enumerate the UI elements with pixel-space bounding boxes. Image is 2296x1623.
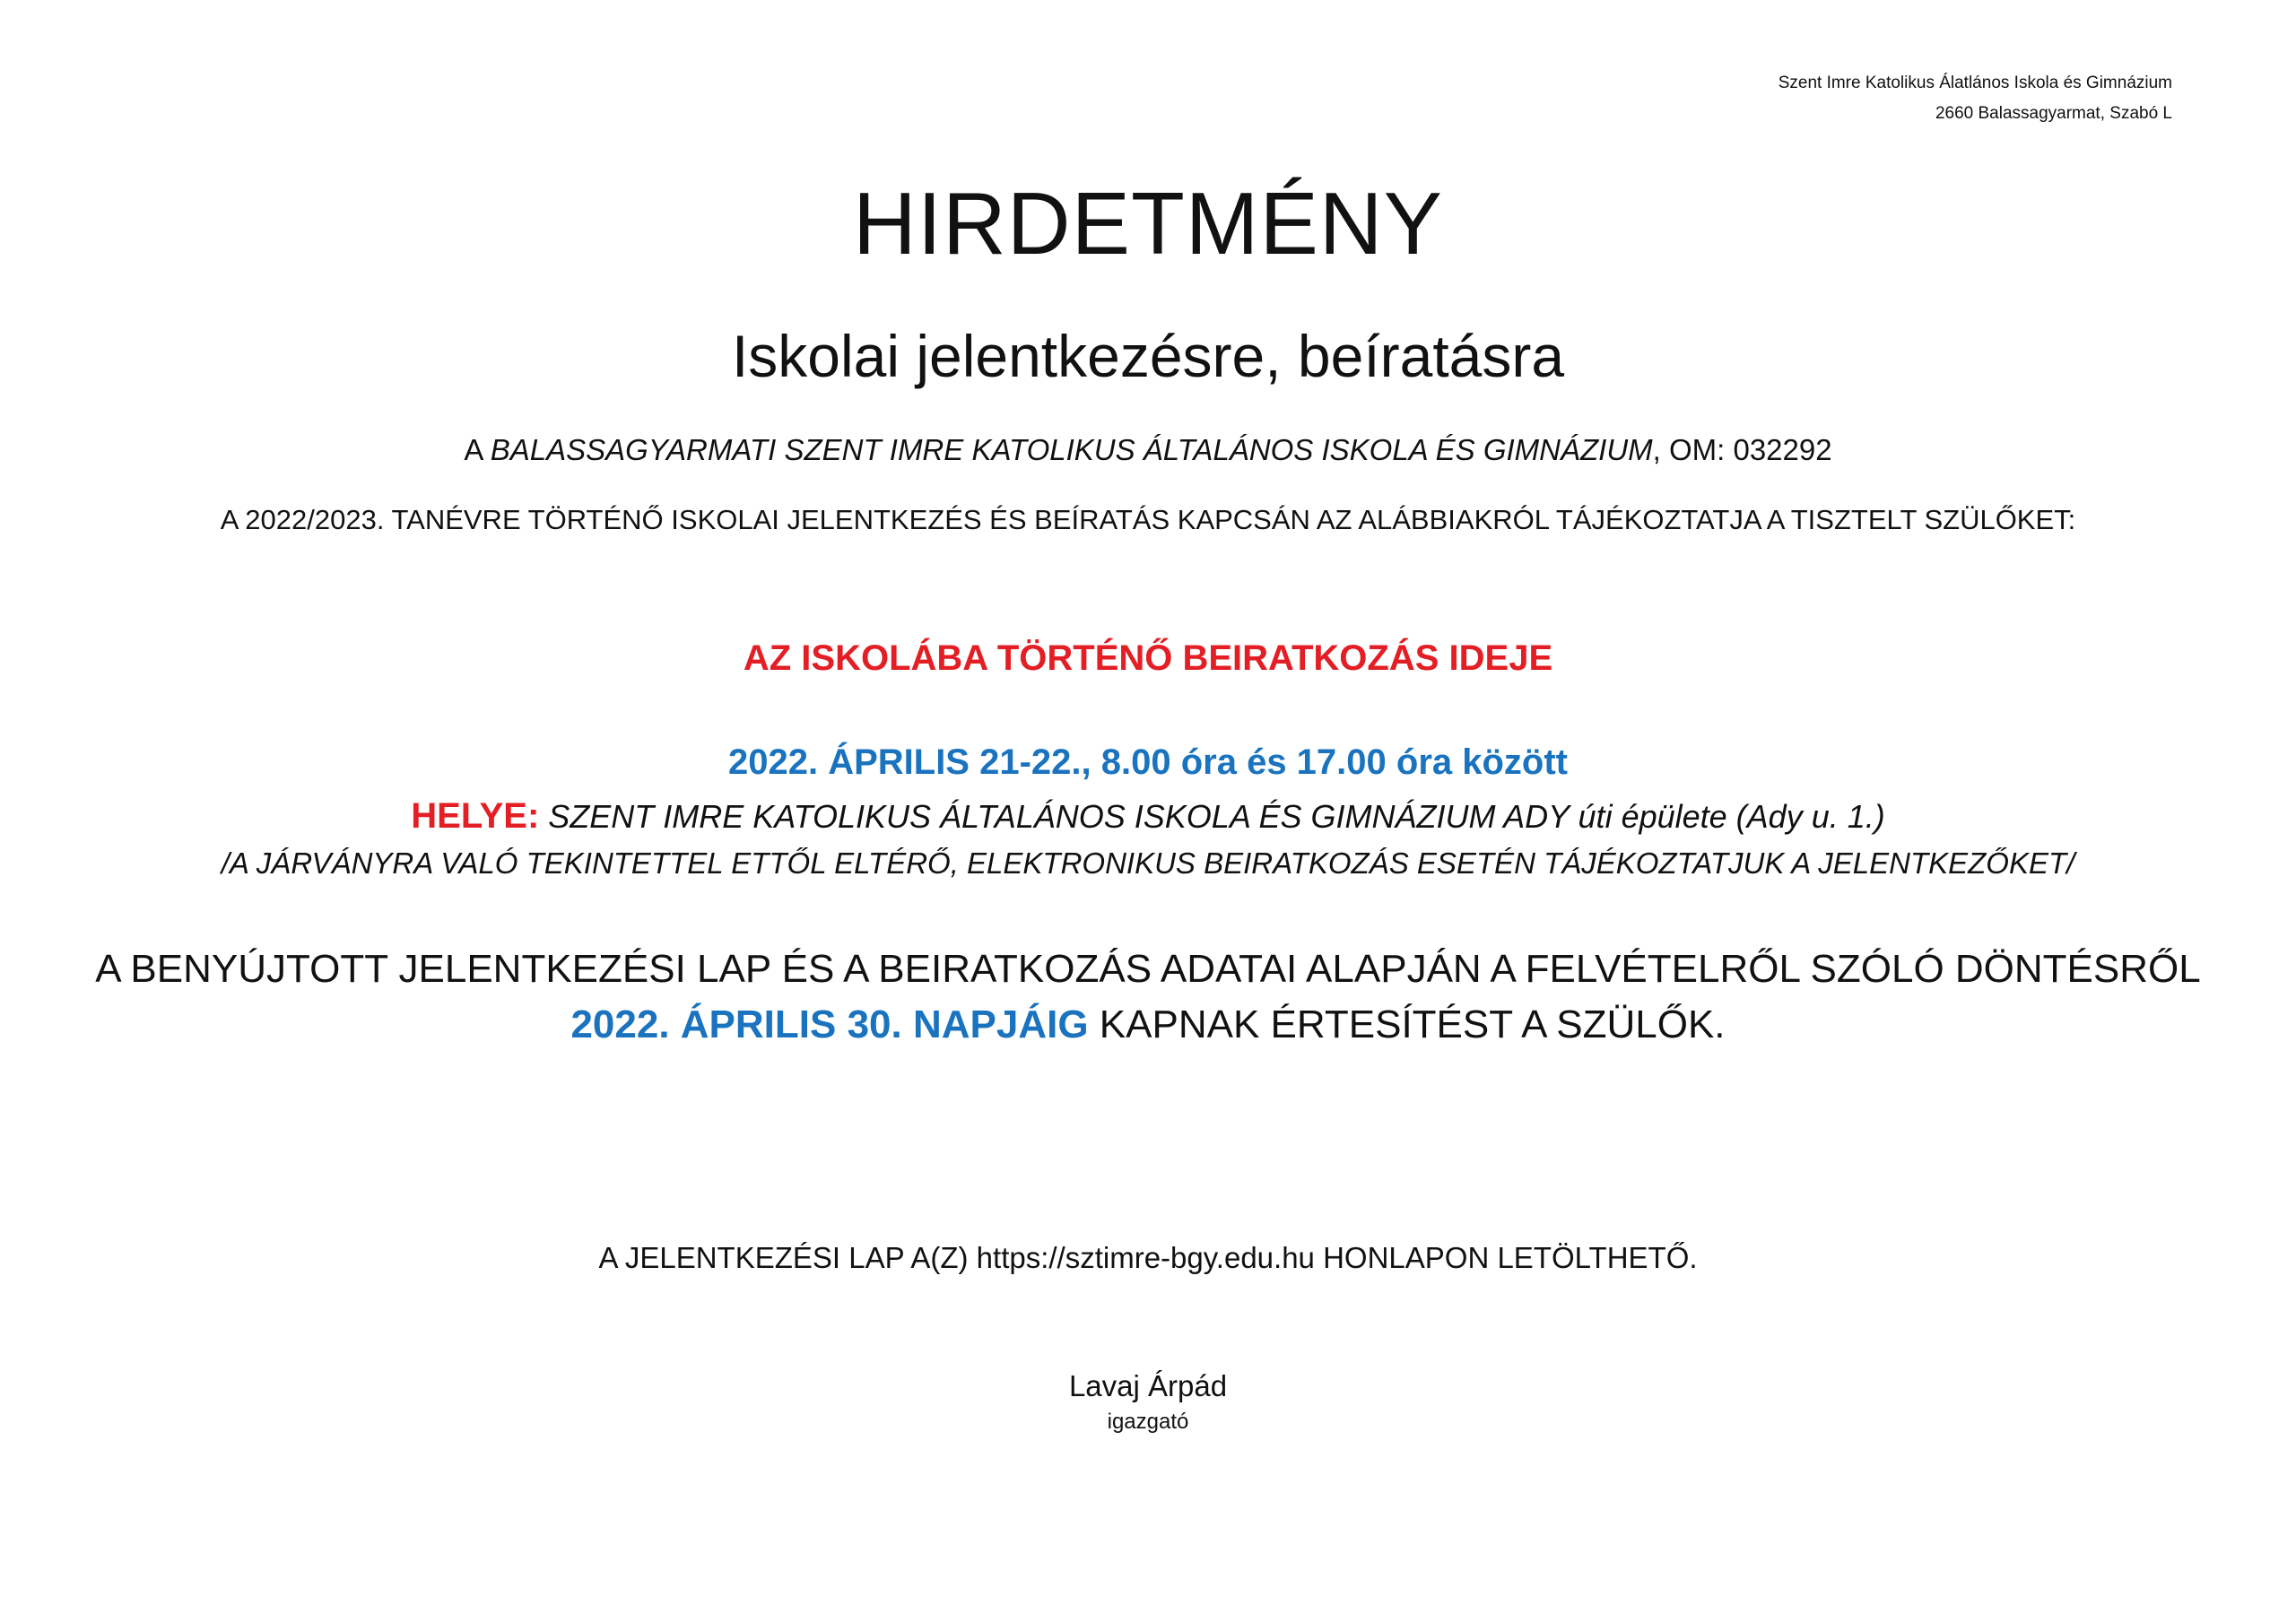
letterhead-address: 2660 Balassagyarmat, Szabó L bbox=[1935, 104, 2172, 123]
page-title: HIRDETMÉNY bbox=[853, 174, 1443, 273]
page-subtitle: Iskolai jelentkezésre, beíratásra bbox=[731, 323, 1565, 389]
notification-line bbox=[0, 997, 2296, 1053]
letterhead-school-name: Szent Imre Katolikus Álatlános Iskola és Gimnázium bbox=[1778, 74, 2172, 92]
place-label: HELYE: bbox=[411, 796, 540, 836]
school-line-prefix: A bbox=[464, 433, 491, 466]
school-identification bbox=[0, 429, 2296, 472]
school-line-city: BALASSAGYARMATI bbox=[490, 433, 777, 466]
letterhead bbox=[1779, 68, 2172, 129]
enrollment-date: 2022. ÁPRILIS 21-22., 8.00 óra és 17.00 óra között bbox=[727, 742, 1568, 782]
place-text: SZENT IMRE KATOLIKUS ÁLTALÁNOS ISKOLA ÉS GIMNÁZIUM ADY úti épülete (Ady u. 1.) bbox=[539, 798, 1885, 835]
decision-text: A BENYÚJTOTT JELENTKEZÉSI LAP ÉS A BEIRATKOZÁS ADATAI ALAPJÁN A FELVÉTELRŐL SZÓLÓ DÖNTÉSRŐL bbox=[95, 947, 2201, 991]
signer-name: Lavaj Árpád bbox=[1068, 1369, 1228, 1402]
school-line-om: , OM: 032292 bbox=[1652, 433, 1832, 466]
notification-rest: KAPNAK ÉRTESÍTÉST A SZÜLŐK. bbox=[1088, 1002, 1726, 1046]
notification-deadline: 2022. ÁPRILIS 30. NAPJÁIG bbox=[570, 1002, 1089, 1046]
download-info: A JELENTKEZÉSI LAP A(Z) https://sztimre-bgy.edu.hu HONLAPON LETÖLTHETŐ. bbox=[598, 1241, 1698, 1274]
intro-text: A 2022/2023. TANÉVRE TÖRTÉNŐ ISKOLAI JELENTKEZÉS ÉS BEÍRATÁS KAPCSÁN AZ ALÁBBIAKRÓL TÁJÉKOZTATJA A TISZTELT SZÜLŐKET: bbox=[220, 504, 2076, 535]
school-line-name: SZENT IMRE KATOLIKUS ÁLTALÁNOS ISKOLA ÉS GIMNÁZIUM bbox=[784, 433, 1653, 466]
enrollment-section-title: AZ ISKOLÁBA TÖRTÉNŐ BEIRATKOZÁS IDEJE bbox=[743, 638, 1553, 678]
signer-role: igazgató bbox=[1107, 1410, 1189, 1434]
enrollment-place bbox=[0, 793, 2296, 840]
pandemic-note: /A JÁRVÁNYRA VALÓ TEKINTETTEL ETTŐL ELTÉRŐ, ELEKTRONIKUS BEIRATKOZÁS ESETÉN TÁJÉKOZTATJUK A JELENTKEZŐKET/ bbox=[221, 846, 2075, 880]
